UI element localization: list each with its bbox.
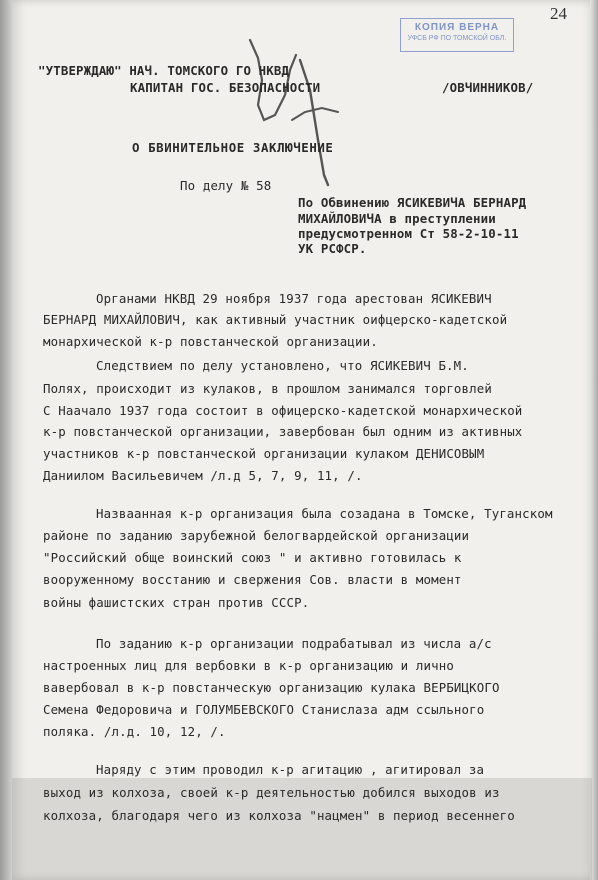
body-line-10: Назваанная к-р организация была созадана в Томске, Туганском [96,506,553,521]
stamp-line-1: КОПИЯ ВЕРНА [414,22,500,33]
body-line-19: поляка. /л.д. 10, 12, /. [43,724,226,739]
body-line-12: "Российский обще воинский союз " и активно готовилась к [43,550,462,565]
accusation-line-1: По Обвинению ЯСИКЕВИЧА БЕРНАРД [298,195,527,210]
body-line-20: Наряду с этим проводил к-р агитацию , агитировал за [96,762,485,777]
body-line-21: выход из колхоза, своей к-р деятельностью добился выходов из [43,785,500,800]
body-line-9: Даниилом Васильевичем /л.д 5, 7, 9, 11, /. [43,468,363,483]
body-line-11: районе по заданию зарубежной белогвардейской организации [43,528,470,543]
stamp-line-2: УФСБ РФ ПО ТОМСКОЙ ОБЛ. [407,35,507,42]
document-title: О БВИНИТЕЛЬНОЕ ЗАКЛЮЧЕНИЕ [132,140,334,155]
body-line-8: участников к-р повстанческой организации кулаком ДЕНИСОВЫМ [43,446,485,461]
approval-line-2: КАПИТАН ГОС. БЕЗОПАСНОСТИ [130,80,321,95]
body-line-16: настроенных лиц для вербовки в к-р организацию и лично [43,658,454,673]
body-line-4: Следствием по делу установлено, что ЯСИКЕВИЧ Б.М. [96,358,469,373]
accusation-line-2: МИХАЙЛОВИЧА в преступлении [298,211,496,226]
accusation-line-4: УК РСФСР. [298,241,367,256]
body-line-6: С Наачало 1937 года состоит в офицерско-кадетской монархической [43,403,523,418]
approval-signatory: /ОВЧИННИКОВ/ [442,80,534,95]
body-line-3: монархической к-р повстанческой организации. [43,334,378,349]
handwritten-page-number: 24 [550,4,567,23]
body-line-15: По заданию к-р организации подрабатывал из числа а/с [96,636,492,651]
body-line-14: войны фашистских стран против СССР. [43,595,310,610]
body-line-5: Полях, происходит из кулаков, в прошлом занимался торговлей [43,381,492,396]
body-line-22: колхоза, благодаря чего из колхоза "нацмен" в период весеннего [43,808,515,823]
body-line-1: Органами НКВД 29 ноября 1937 года арестован ЯСИКЕВИЧ [96,291,492,306]
body-line-17: вавербовал в к-р повстанческую организацию кулака ВЕРБИЦКОГО [43,680,500,695]
body-line-7: к-р повстанческой организации, завербован был одним из активных [43,424,523,439]
approval-line-1: "УТВЕРЖДАЮ" НАЧ. ТОМСКОГО ГО НКВД [38,63,290,78]
body-line-18: Семена Федоровича и ГОЛУМБЕВСКОГО Станислаза адм ссыльного [43,702,485,717]
case-number: По делу № 58 [180,178,272,193]
accusation-line-3: предусмотренном Ст 58-2-10-11 [298,226,519,241]
body-line-2: БЕРНАРД МИХАЙЛОВИЧ, как активный участник оифцерско-кадетской [43,312,508,327]
body-line-13: вооруженному восстанию и свержения Сов. власти в момент [43,572,462,587]
